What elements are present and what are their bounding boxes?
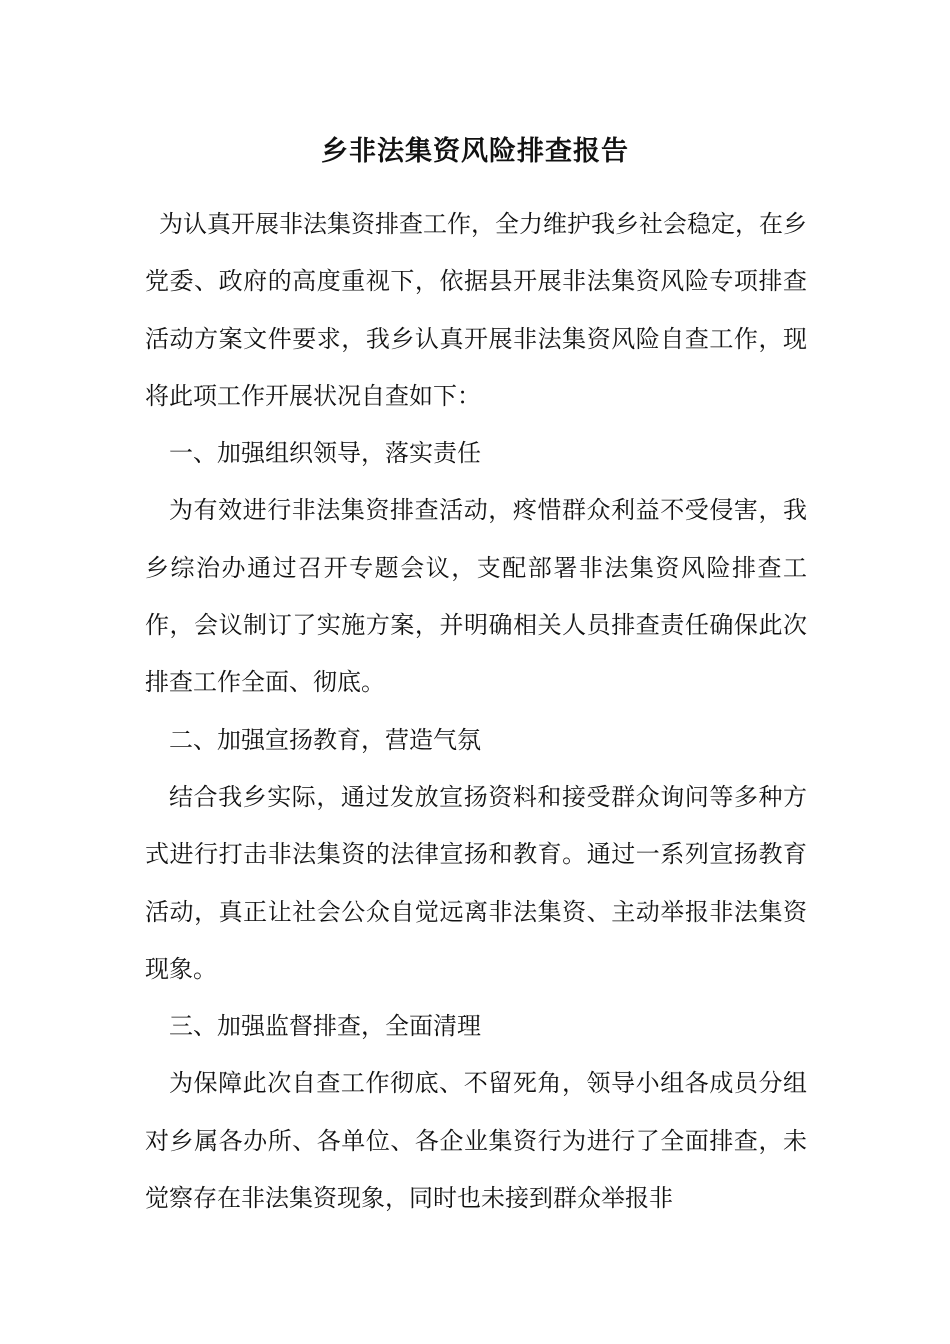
document-title: 乡非法集资风险排查报告 [321, 136, 629, 167]
section-2-paragraph: 结合我乡实际，通过发放宣扬资料和接受群众询问等多种方式进行打击非法集资的法律宣扬和教育。通过一系列宣扬教育活动，真正让社会公众自觉远离非法集资、主动举报非法集资现象。 [145, 782, 807, 983]
section-1-paragraph: 为有效进行非法集资排查活动，疼惜群众利益不受侵害，我乡综治办通过召开专题会议，支配部署非法集资风险排查工作，会议制订了实施方案，并明确相关人员排查责任确保此次排查工作全面、彻底。 [145, 496, 807, 697]
section-3-paragraph: 为保障此次自查工作彻底、不留死角，领导小组各成员分组对乡属各办所、各单位、各企业集资行为进行了全面排查，未觉察存在非法集资现象，同时也未接到群众举报非 [145, 1069, 807, 1213]
section-2-heading: 二、加强宣扬教育，营造气氛 [169, 725, 481, 754]
document-body [145, 196, 807, 1227]
section-3-heading: 三、加强监督排查，全面清理 [169, 1012, 481, 1041]
intro-paragraph: 为认真开展非法集资排查工作，全力维护我乡社会稳定，在乡党委、政府的高度重视下，依据县开展非法集资风险专项排查活动方案文件要求，我乡认真开展非法集资风险自查工作，现将此项工作开展状况自查如下： [145, 210, 807, 410]
section-1-heading: 一、加强组织领导，落实责任 [169, 439, 481, 468]
